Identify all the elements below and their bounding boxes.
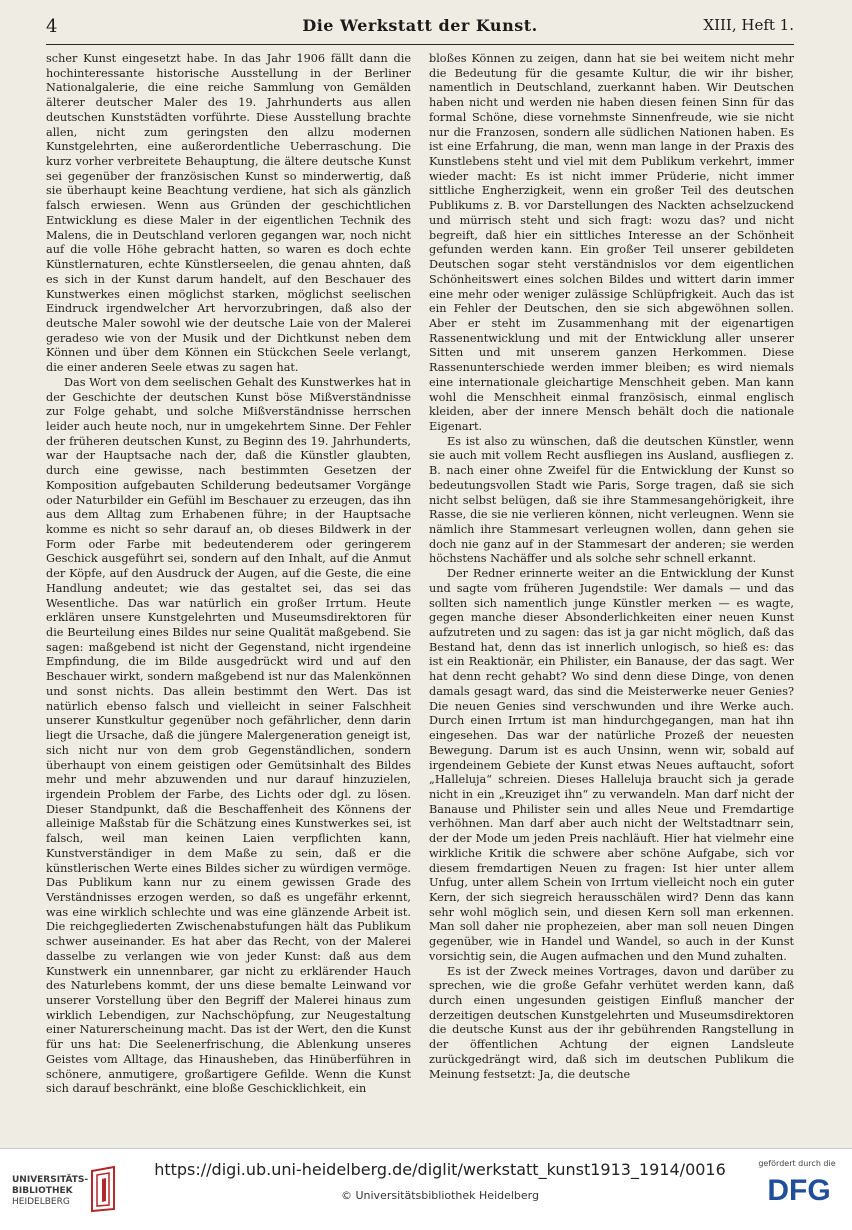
paragraph: Es ist also zu wünschen, daß die deutschen Künstler, wenn sie auch mit vollem Recht ausfliegen ins Ausland, ausfliegen z. B. nach einer ohne Zweifel für die Entwicklung der Kunst so bedeutungsvollen Stadt wie Paris, Sorge tragen, daß sie sich nicht selbst belügen, daß sie ihre Stammesangehörigkeit, ihre Rasse, die sie nie verlieren können, nicht verleugnen. Wenn sie nämlich ihre Stammesart verleugnen wollen, dann gehen sie doch nie ganz auf in der Stammesart der anderen; sie werden höchstens Nachäffer und als solche sehr schnell erkannt.: [429, 434, 794, 566]
dfg-logo-icon: [758, 1171, 840, 1207]
library-logo-icon: [84, 1165, 122, 1213]
page-number: 4: [46, 16, 58, 37]
journal-title: Die Werkstatt der Kunst.: [302, 16, 538, 35]
viewer-footer: [0, 1148, 852, 1230]
header-divider: [46, 44, 794, 45]
copyright-notice: © Universitätsbibliothek Heidelberg: [340, 1189, 539, 1202]
text-column-right: [429, 52, 794, 1140]
paragraph: Es ist der Zweck meines Vortrages, davon und darüber zu sprechen, wie die große Gefahr verhütet werden kann, daß durch einen ungesunden geistigen Einfluß mancher der derzeitigen deutschen Kunstgelehrten und Museumsdirektoren die deutsche Kunst aus der ihr gebührenden Rangstellung in der öffentlichen Achtung der eignen Landsleute zurückgedrängt wird, daß sich im deutschen Publikum die Meinung festsetzt: Ja, die deutsche: [429, 964, 794, 1081]
running-header: [46, 14, 794, 44]
dfg-logo-text: DFG: [767, 1174, 831, 1207]
library-name: UNIVERSITÄTS- BIBLIOTHEK HEIDELBERG: [12, 1175, 89, 1207]
paragraph: bloßes Können zu zeigen, dann hat sie bei weitem nicht mehr die Bedeutung für die gesamte Kultur, die wir ihr bisher, namentlich in Deutschland, zuerkannt haben. Wir Deutschen haben nicht und werden nie haben diesen feinen Sinn für das formal Schöne, diese vornehmste Sinnenfreude, wie sie nicht nur die Franzosen, sondern alle südlichen Nationen haben. Es ist eine Erfahrung, die man, wenn man lange in der Praxis des Kunstlebens steht und viel mit dem Publikum verkehrt, immer wieder macht: Es ist nicht immer Prüderie, nicht immer sittliche Engherzigkeit, wenn ein großer Teil des deutschen Publikums z. B. vor Darstellungen des Nackten achselzuckend und mürrisch steht und sich fragt: wozu das? und nicht begreift, daß hier ein sittliches Interesse an der Schönheit gefunden werden kann. Ein großer Teil unserer gebildeten Deutschen sogar steht verständnislos vor dem eigentlichen Schönheitswert eines solchen Bildes und wittert darin immer eine mehr oder weniger zulässige Schlüpfrigkeit. Auch das ist ein Fehler der Deutschen, den sie sich abgewöhnen sollen. Aber er steht im Zusammenhang mit der eigenartigen Rassenentwicklung und mit der Entwicklung aller unserer Sitten und mit unserem ganzen Herkommen. Diese Rassenunterschiede werden immer bleiben; es wird niemals eine internationale gleichartige Menschheit geben. Man kann wohl die Menschheit einmal französisch, einmal englisch kleiden, aber der innere Mensch behält doch die nationale Eigenart.: [429, 52, 794, 433]
permalink[interactable]: https://digi.ub.uni-heidelberg.de/diglit/werkstatt_kunst1913_1914/0016: [154, 1160, 726, 1179]
funder-caption: gefördert durch die: [758, 1159, 836, 1168]
text-column-left: [46, 52, 411, 1140]
paragraph: Das Wort von dem seelischen Gehalt des Kunstwerkes hat in der Geschichte der deutschen Kunst böse Mißverständnisse zur Folge gehabt, und solche Mißverständnisse herrschen leider auch heute noch, nur in umgekehrtem Sinne. Der Fehler der früheren deutschen Kunst, zu Beginn des 19. Jahrhunderts, war der Hauptsache nach der, daß die Künstler glaubten, durch eine gewisse, nach bestimmten Gesetzen der Komposition aufgebauten Schilderung bedeutsamer Vorgänge oder Naturbilder ein Gefühl im Beschauer zu erzeugen, das ihn aus dem Alltag zum Erhabenen führe; in der Hauptsache komme es nicht so sehr darauf an, ob dieses Bildwerk in der Form oder Farbe mit bedeutenderem oder geringerem Geschick ausgeführt sei, sondern auf den Inhalt, auf die Anmut der Köpfe, auf den Ausdruck der Augen, auf die Geste, die eine Handlung andeutet; wie das gestaltet sei, das sei das Wesentliche. Das war natürlich ein großer Irrtum. Heute erklären unsere Kunstgelehrten und Museumsdirektoren für die Beurteilung eines Bildes nur seine Qualität maßgebend. Sie sagen: maßgebend ist nicht der Gegenstand, nicht irgendeine Empfindung, die im Bilde ausgedrückt wird und auf den Beschauer wirkt, sondern maßgebend ist nur das Malenkönnen und sonst nichts. Das allein bestimmt den Wert. Das ist natürlich ebenso falsch und vielleicht in seiner Falschheit unserer Kunstkultur gegenüber noch gefährlicher, denn darin liegt die Ursache, daß die jüngere Malergeneration geneigt ist, sich nicht nur von dem grob Gegenständlichen, sondern überhaupt von einem geistigen oder Gemütsinhalt des Bildes mehr und mehr abzuwenden und nur darauf hinzuzielen, irgendein Problem der Farbe, des Lichts oder dgl. zu lösen. Dieser Standpunkt, daß die Beschaffenheit des Könnens der alleinige Maßstab für die Schätzung eines Kunstwerkes sei, ist falsch, weil man keinen Laien verpflichten kann, Kunstverständiger in dem Maße zu sein, daß er die künstlerischen Werte eines Bildes sicher zu würdigen vermöge. Das Publikum kann nur zu einem gewissen Grade des Verständnisses erzogen werden, so daß es ungefähr erkennt, was eine wirklich schlechte und was eine glänzende Arbeit ist. Die reichgegliederten Zwischenabstufungen hält das Publikum schwer auseinander. Es hat aber das Recht, von der Malerei dasselbe zu verlangen wie von jeder Kunst: daß aus dem Kunstwerk ein unnennbarer, gar nicht zu erklärender Hauch des Naturlebens kommt, der uns diese bemalte Leinwand vor unserer Vorstellung über den Begriff der Malerei hinaus zum wirklich Lebendigen, zur Nachschöpfung, zur Neugestaltung einer Naturerscheinung macht. Das ist der Wert, den die Kunst für uns hat: Die Seelenerfrischung, die Ablenkung unseres Geistes vom Alltage, das Hinausheben, das Hinüberführen in schönere, anmutigere, großartigere Gefilde. Wenn die Kunst sich darauf beschränkt, eine bloße Geschicklichkeit, ein: [46, 375, 411, 1096]
paragraph: Der Redner erinnerte weiter an die Entwicklung der Kunst und sagte vom früheren Jugendstile: Wer damals — und das sollten sich namentlich junge Künstler merken — es wagte, gegen manche dieser Absonderlichkeiten einer neuen Kunst aufzutreten und zu sagen: das ist ja gar nicht möglich, daß das Bestand hat, denn das ist innerlich unlogisch, so hieß es: das ist ein Reaktionär, ein Philister, ein Banause, der das sagt. Wer hat denn recht gehabt? Wo sind denn diese Dinge, von denen damals gesagt ward, das sind die Meisterwerke neuer Genies? Die neuen Genies sind verschwunden und ihre Werke auch. Durch einen Irrtum ist man hindurchgegangen, man hat ihn eingesehen. Das war der natürliche Prozeß der neuesten Bewegung. Darum ist es auch Unsinn, wenn wir, sobald auf irgendeinem Gebiete der Kunst etwas Neues auftaucht, sofort „Halleluja“ schreien. Dieses Halleluja braucht sich ja gerade nicht in ein „Kreuziget ihn“ zu verwandeln. Man darf nicht der Banause und Philister sein und alles Neue und Fremdartige verhöhnen. Man darf aber auch nicht der Weltstadtnarr sein, der der Mode um jeden Preis nachläuft. Hier hat vielmehr eine wirkliche Kritik die schwere aber schöne Aufgabe, sich vor diesem fremdartigen Neuen zu fragen: Ist hier unter allem Unfug, unter allem Schein von Irrtum vielleicht noch ein guter Kern, der sich siegreich herausschälen wird? Denn das kann sehr wohl möglich sein, und diesen Kern soll man erkennen. Man soll daher nie prophezeien, aber man soll neuen Dingen gegenüber, wie in Handel und Wandel, so auch in der Kunst vorsichtig sein, die Augen aufmachen und den Mund zuhalten.: [429, 567, 794, 963]
issue-label: XIII, Heft 1.: [703, 16, 794, 34]
paragraph: scher Kunst eingesetzt habe. In das Jahr 1906 fällt dann die hochinteressante historische Ausstellung in der Berliner Nationalgalerie, die eine reiche Sammlung von Gemälden älterer deutscher Maler des 19. Jahrhunderts aus allen deutschen Kunststädten vorführte. Diese Ausstellung brachte allen, nicht zum geringsten den allzu modernen Kunstgelehrten, eine außerordentliche Ueberraschung. Die kurz vorher verbreitete Behauptung, die ältere deutsche Kunst sei gegenüber der französischen Kunst so minderwertig, daß sie überhaupt keine Beachtung verdiene, hat sich als gänzlich falsch erwiesen. Wenn aus Gründen der geschichtlichen Entwicklung es diese Maler in der eigentlichen Technik des Malens, die in Deutschland verloren gegangen war, noch nicht auf die volle Höhe gebracht hatten, so waren es doch echte Künstlernaturen, echte Künstlerseelen, die genau ahnten, daß es sich in der Kunst darum handelt, auf den Beschauer des Kunstwerkes einen möglichst starken, möglichst seelischen Eindruck irgendwelcher Art hervorzubringen, daß also der deutsche Maler sowohl wie der deutsche Laie von der Malerei geradeso wie von der Musik und der Dichtkunst neben dem Können und über dem Können ein Stückchen Seele verlangt, die einer anderen Seele etwas zu sagen hat.: [46, 52, 411, 375]
